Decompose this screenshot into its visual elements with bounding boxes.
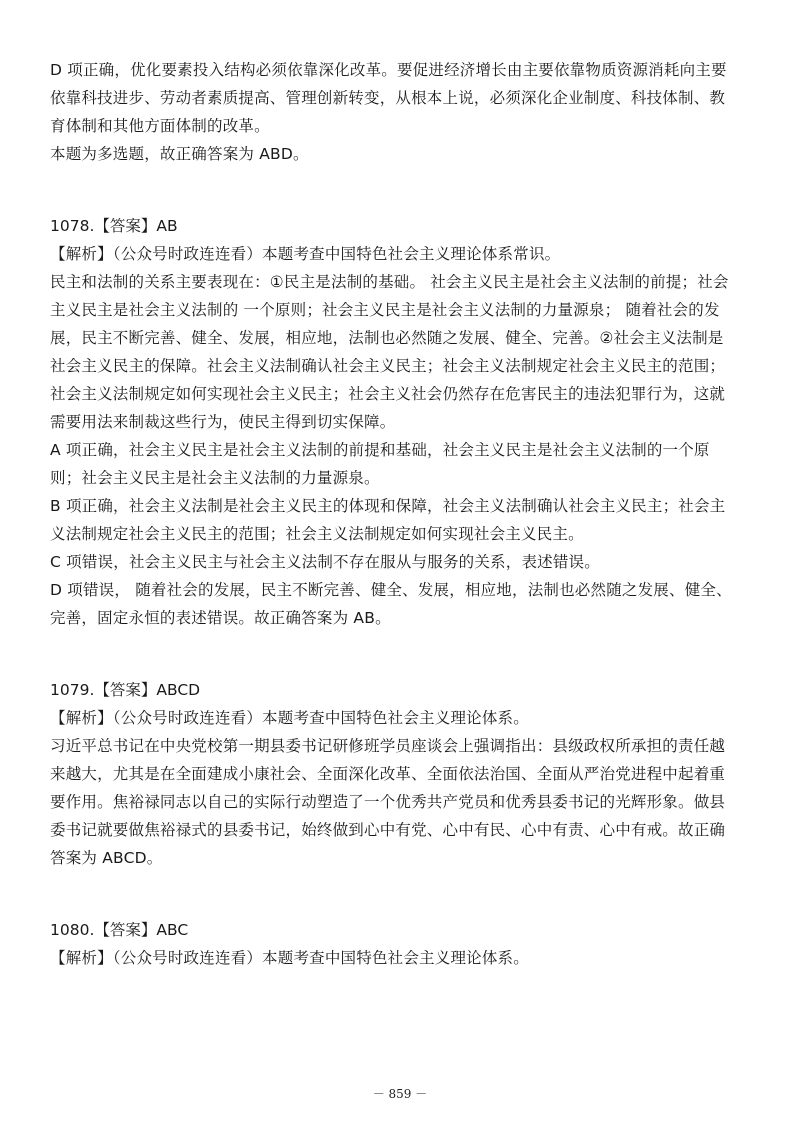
question-header: 1078.【答案】AB	[50, 217, 178, 235]
text-line: 育体制和其他方面体制的改革。	[50, 117, 270, 135]
text-line: 展，民主不断完善、健全、发展，相应地，法制也必然随之发展、健全、完善。②社会主义法制是	[50, 329, 724, 347]
text-line: 需要用法来制裁这些行为，使民主得到切实保障。	[50, 413, 396, 431]
text-line: 答案为 ABCD。	[50, 849, 163, 867]
text-line: 本题为多选题，故正确答案为 ABD。	[50, 145, 309, 163]
text-line: 【解析】（公众号时政连连看）本题考查中国特色社会主义理论体系常识。	[50, 245, 561, 263]
text-line: 依靠科技进步、劳动者素质提高、管理创新转变，从根本上说，必须深化企业制度、科技体制、教	[50, 89, 726, 107]
text-line: 义法制规定社会主义民主的范围；社会主义法制规定如何实现社会主义民主。	[50, 525, 584, 543]
answer-block-1078	[50, 212, 762, 632]
text-line: 社会主义法制规定如何实现社会主义民主；社会主义社会仍然存在危害民主的违法犯罪行为，这就	[50, 385, 726, 403]
text-line: 习近平总书记在中央党校第一期县委书记研修班学员座谈会上强调指出：县级政权所承担的责任越	[50, 737, 726, 755]
text-line: C 项错误，社会主义民主与社会主义法制不存在服从与服务的关系，表述错误。	[50, 553, 600, 571]
text-line: 社会主义民主的保障。社会主义法制确认社会主义民主；社会主义法制规定社会主义民主的范围；	[50, 357, 726, 375]
question-header: 1079.【答案】ABCD	[50, 681, 201, 699]
text-line: D 项错误， 随着社会的发展，民主不断完善、健全、发展，相应地，法制也必然随之发展、健全、	[50, 581, 732, 599]
text-line: D 项正确，优化要素投入结构必须依靠深化改革。要促进经济增长由主要依靠物质资源消耗向主要	[50, 61, 727, 79]
document-page	[50, 56, 762, 972]
text-line: B 项正确，社会主义法制是社会主义民主的体现和保障，社会主义法制确认社会主义民主；社会主	[50, 497, 726, 515]
answer-block-1080	[50, 916, 762, 972]
spacer	[50, 168, 762, 212]
text-line: A 项正确，社会主义民主是社会主义法制的前提和基础，社会主义民主是社会主义法制的一个原	[50, 441, 710, 459]
text-line: 委书记就要做焦裕禄式的县委书记，始终做到心中有党、心中有民、心中有责、心中有戒。故正确	[50, 821, 726, 839]
spacer	[50, 872, 762, 916]
text-line: 【解析】（公众号时政连连看）本题考查中国特色社会主义理论体系。	[50, 949, 529, 967]
text-line: 主义民主是社会主义法制的 一个原则；社会主义民主是社会主义法制的力量源泉； 随着社会的发	[50, 301, 720, 319]
page-number: － 859 －	[372, 1087, 428, 1101]
text-line: 民主和法制的关系主要表现在：①民主是法制的基础。 社会主义民主是社会主义法制的前提；社会	[50, 273, 729, 291]
text-line: 来越大，尤其是在全面建成小康社会、全面深化改革、全面依法治国、全面从严治党进程中起着重	[50, 765, 726, 783]
answer-block-1079	[50, 676, 762, 872]
spacer	[50, 632, 762, 676]
answer-block-1077-tail	[50, 56, 762, 168]
text-line: 完善，固定永恒的表述错误。故正确答案为 AB。	[50, 609, 391, 627]
text-line: 则；社会主义民主是社会主义法制的力量源泉。	[50, 469, 380, 487]
text-line: 【解析】（公众号时政连连看）本题考查中国特色社会主义理论体系。	[50, 709, 529, 727]
text-line: 要作用。焦裕禄同志以自己的实际行动塑造了一个优秀共产党员和优秀县委书记的光辉形象。做县	[50, 793, 726, 811]
question-header: 1080.【答案】ABC	[50, 921, 189, 939]
